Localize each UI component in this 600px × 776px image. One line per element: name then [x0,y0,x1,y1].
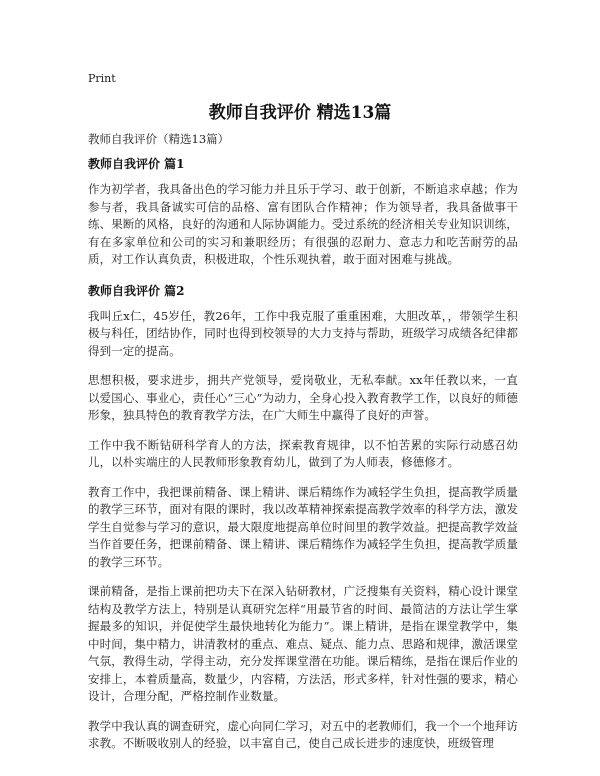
print-label[interactable]: Print [88,72,116,85]
document-subtitle: 教师自我评价（精选13篇） [88,132,230,146]
section-heading-1: 教师自我评价 篇1 [88,157,185,171]
section-2-paragraph-4: 教育工作中，我把课前精备、课上精讲、课后精练作为减轻学生负担，提高教学质量的教学三环节，面对有限的课时，我以改革精神探索提高教学效率的科学方法，激发学生自觉参与学习的意识，最大限度地提高单位时间里的教学效益。把提高教学效益当作首要任务，把课前精备、课上精讲、课后精练作为减轻学生负担，提高教学质量的教学三环节。 [88,484,518,569]
section-2-paragraph-3: 工作中我不断钻研科学育人的方法，探索教育规律，以不怕苦累的实际行动感召幼儿，以朴实端庄的人民教师形象教育幼儿，做到了为人师表，修德修才。 [88,437,518,469]
section-heading-2: 教师自我评价 篇2 [88,283,185,298]
section-2-paragraph-1: 我叫丘x仁，45岁任，教26年，工作中我克服了重重困难，大胆改革，，带领学生积极与科任，团结协作，同时也得到校领导的大力支持与帮助，班级学习成绩各纪律都得到一定的提高。 [88,308,518,358]
document-body [88,156,518,765]
section-2-paragraph-5: 课前精备，是指上课前把功夫下在深入钻研教材，广泛搜集有关资料，精心设计课堂结构及教学方法上，特别是认真研究怎样“用最节省的时间、最简洁的方法让学生掌握最多的知识，并促使学生最快地转化为能力”。课上精讲，是指在课堂教学中，集中时间，集中精力，讲清教材的重点、难点、疑点、能力点、思路和规律，激活课堂气氛，教得生动，学得主动，充分发挥课堂潜在功能。课后精练，是指在课后作业的安排上，本着质量高，数量少，内容精，方法活，形式多样，针对性强的要求，精心设计，合理分配，严格控制作业数量。 [88,584,518,703]
section-1-paragraph-1: 作为初学者，我具备出色的学习能力并且乐于学习、敢于创新，不断追求卓越；作为参与者，我具备诚实可信的品格、富有团队合作精神；作为领导者，我具备做事干练、果断的风格，良好的沟通和人际协调能力。受过系统的经济相关专业知识训练，有在多家单位和公司的实习和兼职经历；有很强的忍耐力、意志力和吃苦耐劳的品质，对工作认真负责，积极进取，个性乐观执着，敢于面对困难与挑战。 [88,182,518,266]
section-2-paragraph-6: 教学中我认真的调查研究，虚心向同仁学习，对五中的老教师们，我一个一个地拜访求教。不断吸收别人的经验，以丰富自己，使自己成长进步的速度快，班级管理 [88,718,518,750]
page-title: 教师自我评价 精选13篇 [208,103,392,123]
section-2-paragraph-2: 思想积极，要求进步，拥共产党领导，爱岗敬业，无私奉献。xx年任教以来，一直以爱国心、事业心，责任心“三心”为动力，全身心投入教育教学工作，以良好的师德形象，独具特色的教育教学方法，在广大师生中赢得了良好的声誉。 [88,373,518,422]
